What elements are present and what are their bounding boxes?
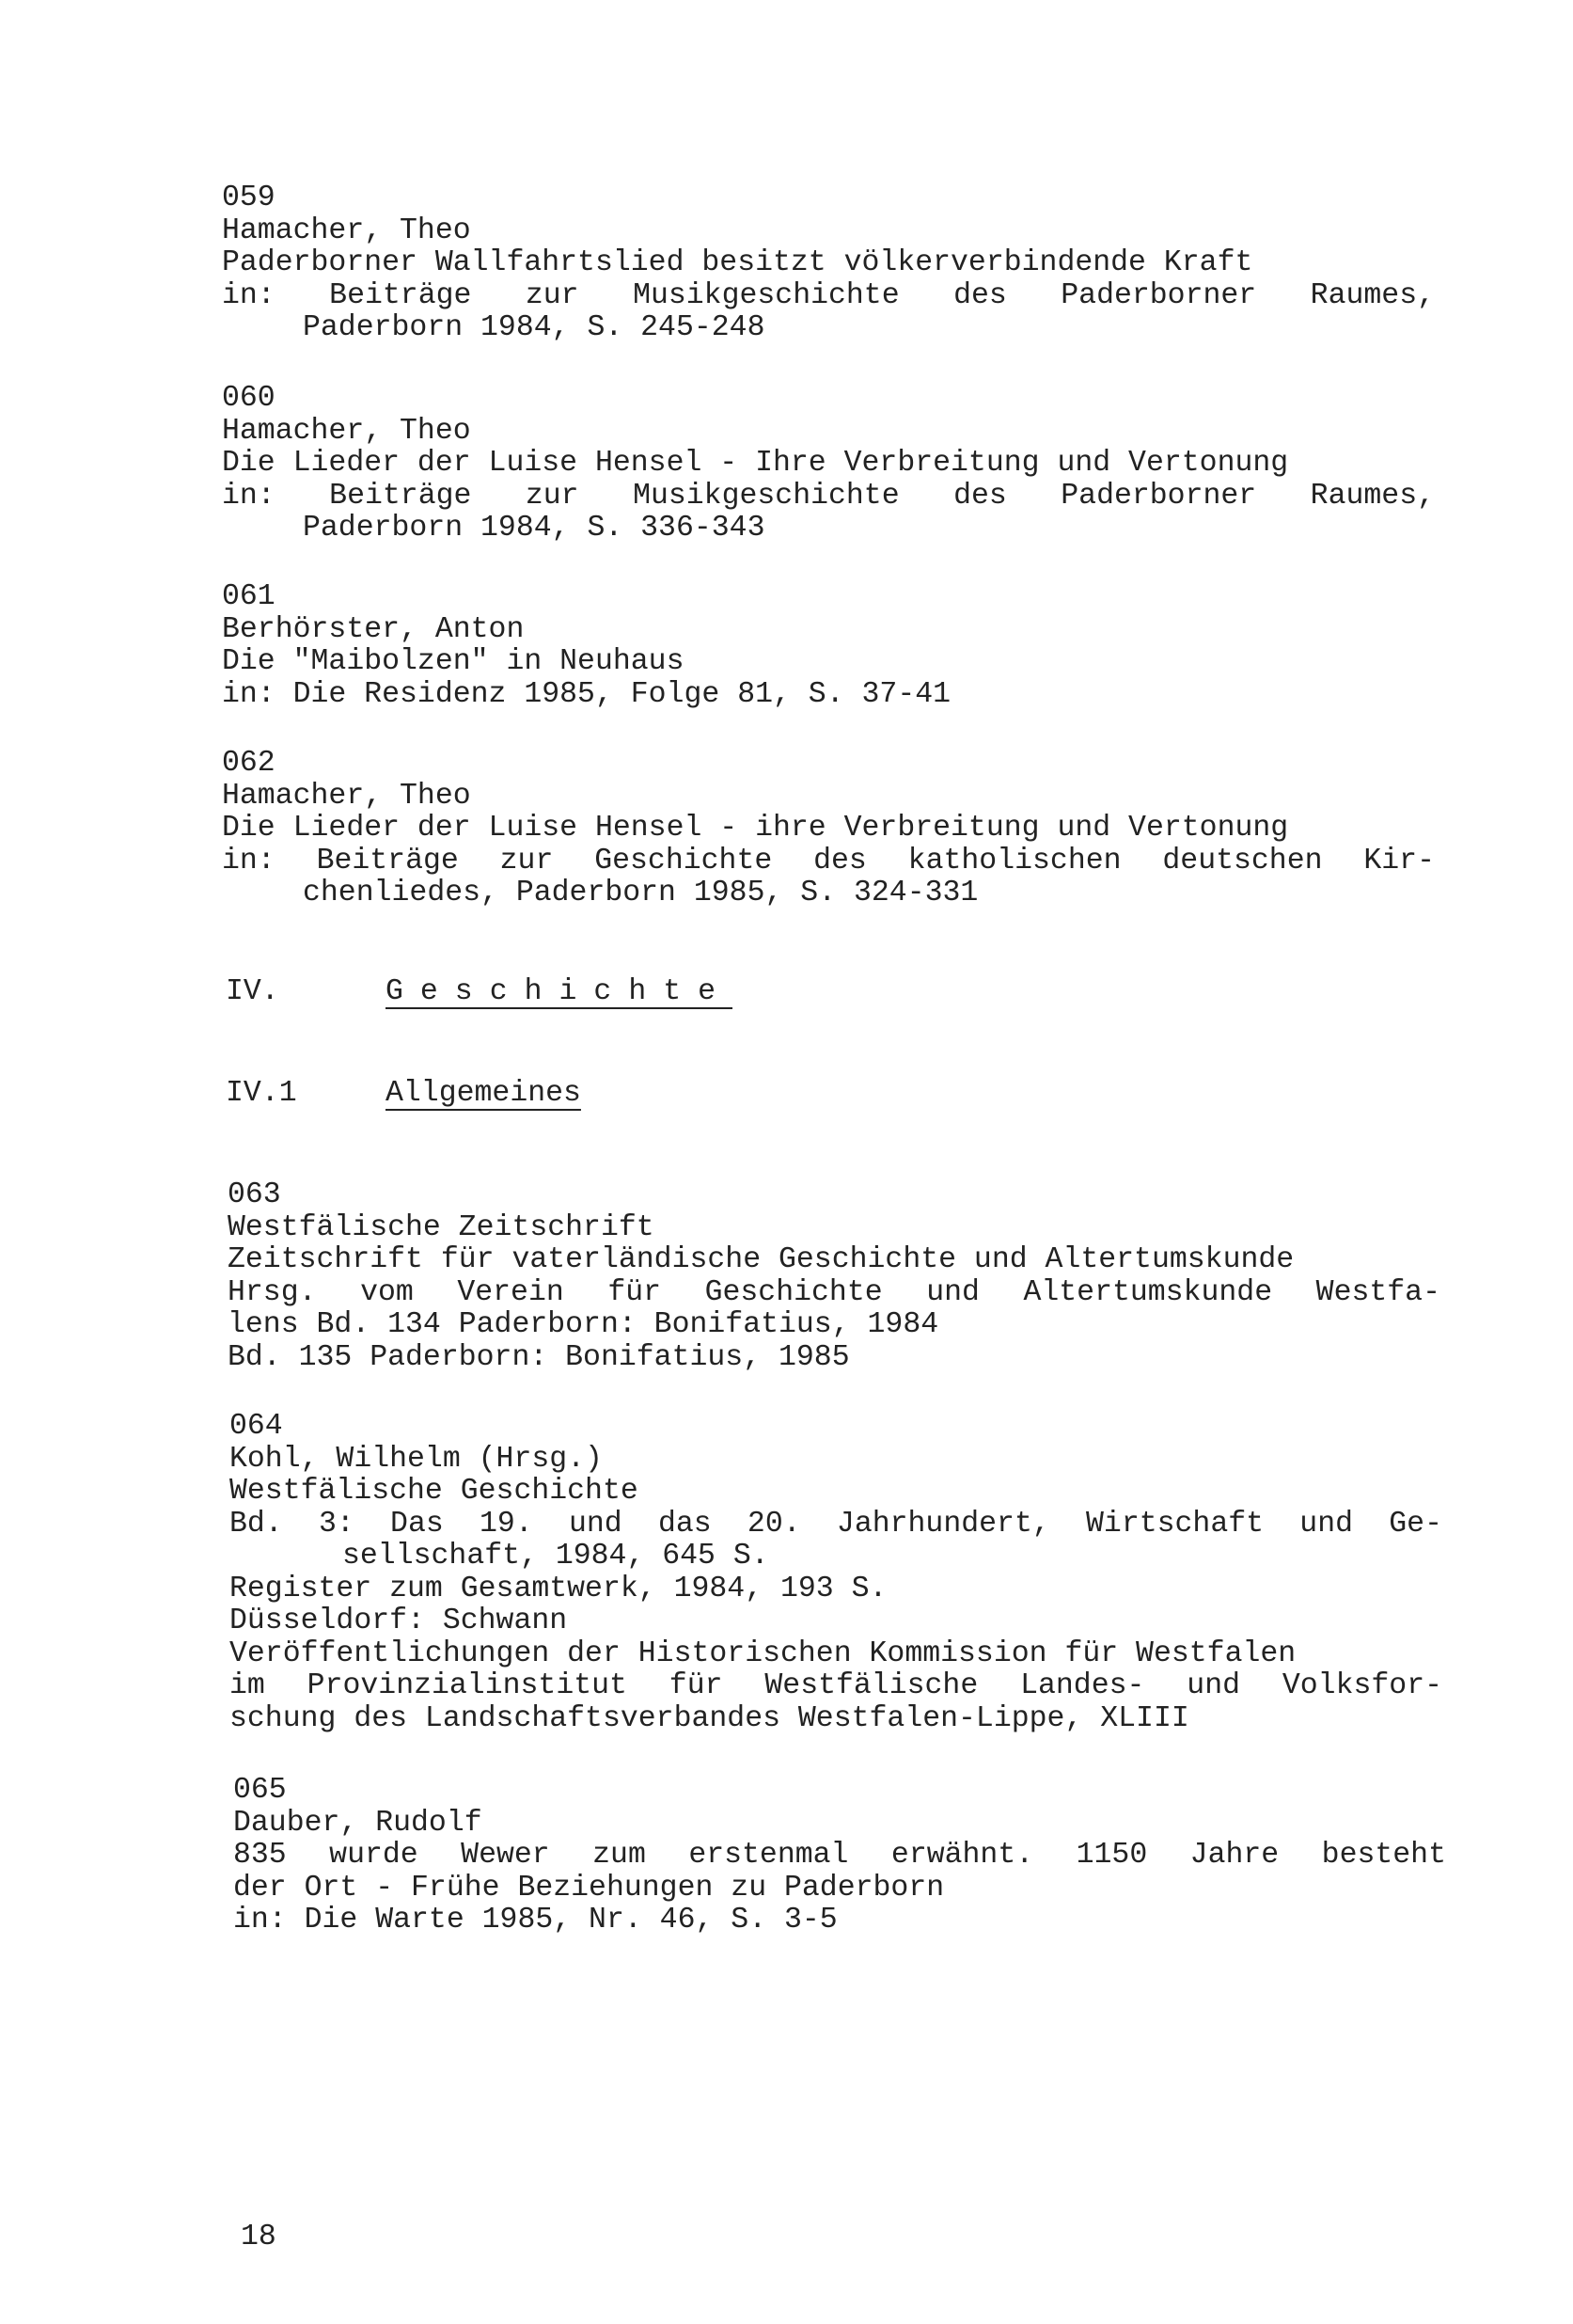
entry-source-continued: Paderborn 1984, S. 336-343 [303,512,765,545]
entry-line: Bd. 135 Paderborn: Bonifatius, 1985 [228,1340,850,1374]
entry-line: sellschaft, 1984, 645 S. [342,1540,769,1573]
entry-line: der Ort - Frühe Beziehungen zu Paderborn [233,1871,945,1905]
section-heading [226,975,732,1009]
entry-line: Westfälische Geschichte [229,1475,638,1508]
subsection-title: Allgemeines [385,1077,581,1110]
bibliography-entry-062 [222,748,1435,910]
bibliography-entry-064 [229,1411,1442,1735]
entry-line: Veröffentlichungen der Historischen Kommission für Westfalen [229,1636,1297,1670]
bibliography-entry-059 [222,182,1435,345]
entry-line: schung des Landschaftsverbandes Westfalen-Lippe, XLIII [229,1701,1189,1735]
entry-author: Kohl, Wilhelm (Hrsg.) [229,1442,603,1476]
entry-line: im Provinzialinstitut für Westfälische Landes- und Volksfor- [229,1670,1442,1702]
bibliography-entry-063 [228,1179,1440,1374]
bibliography-entry-061 [222,581,1435,711]
bibliography-entry-060 [222,383,1435,545]
entry-line: lens Bd. 134 Paderborn: Bonifatius, 1984 [228,1308,939,1341]
entry-number: 061 [222,580,275,613]
subsection-number: IV.1 [226,1077,297,1110]
entry-author: Dauber, Rudolf [233,1806,482,1840]
entry-source: in: Beiträge zur Geschichte des katholischen deutschen Kir- [222,845,1435,877]
entry-line: in: Die Warte 1985, Nr. 46, S. 3-5 [233,1904,838,1937]
entry-number: 065 [233,1774,287,1807]
entry-line: Hrsg. vom Verein für Geschichte und Altertumskunde Westfa- [228,1276,1440,1309]
entry-author: Hamacher, Theo [222,779,471,813]
entry-author: Hamacher, Theo [222,213,471,247]
entry-line: Düsseldorf: Schwann [229,1605,568,1637]
entry-number: 059 [222,182,275,214]
section-number: IV. [226,975,279,1008]
entry-number: 064 [229,1410,283,1443]
section-title: Geschichte [385,975,733,1008]
entry-author: Hamacher, Theo [222,414,471,448]
entry-number: 063 [228,1178,281,1211]
entry-title: Die "Maibolzen" in Neuhaus [222,645,684,678]
entry-author: Berhörster, Anton [222,612,525,646]
entry-title: Die Lieder der Luise Hensel - ihre Verbreitung und Vertonung [222,812,1289,845]
entry-source: in: Die Residenz 1985, Folge 81, S. 37-41 [222,677,952,711]
entry-source: in: Beiträge zur Musikgeschichte des Paderborner Raumes, [222,480,1435,513]
entry-number: 062 [222,747,275,780]
page-number: 18 [241,2221,276,2253]
entry-source-continued: Paderborn 1984, S. 245-248 [303,311,765,344]
subsection-heading [226,1077,581,1111]
entry-line: Register zum Gesamtwerk, 1984, 193 S. [229,1572,888,1605]
bibliography-entry-065 [233,1775,1446,1937]
entry-author: Westfälische Zeitschrift [228,1210,654,1244]
entry-source-continued: chenliedes, Paderborn 1985, S. 324-331 [303,877,979,909]
entry-source: in: Beiträge zur Musikgeschichte des Paderborner Raumes, [222,279,1435,312]
entry-line: 835 wurde Wewer zum erstenmal erwähnt. 1150 Jahre besteht [233,1840,1446,1872]
entry-title: Paderborner Wallfahrtslied besitzt völkerverbindende Kraft [222,246,1253,279]
entry-title: Die Lieder der Luise Hensel - Ihre Verbreitung und Vertonung [222,447,1289,480]
entry-number: 060 [222,382,275,415]
entry-line: Zeitschrift für vaterländische Geschichte und Altertumskunde [228,1243,1295,1276]
entry-line: Bd. 3: Das 19. und das 20. Jahrhundert, Wirtschaft und Ge- [229,1508,1442,1541]
